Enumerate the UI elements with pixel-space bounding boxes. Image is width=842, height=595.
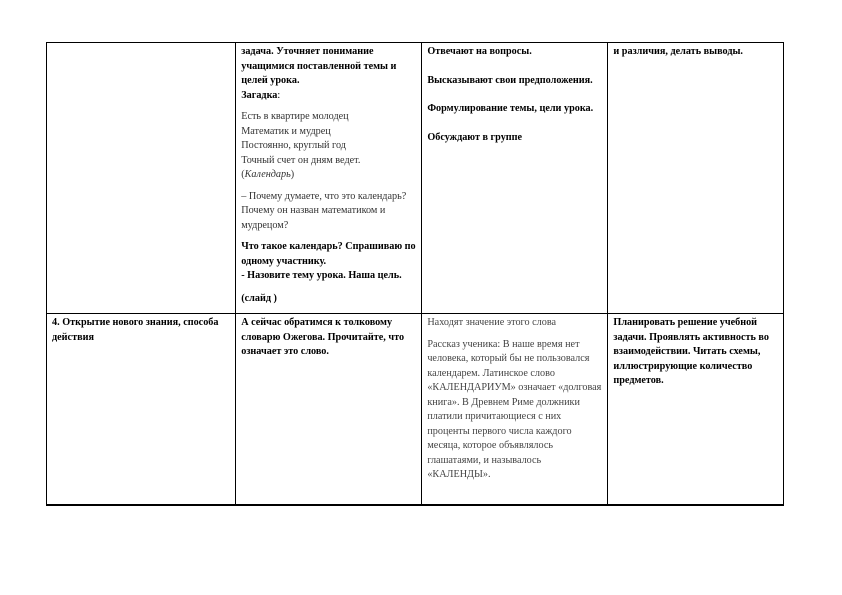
student-line: Формулирование темы, цели урока.	[427, 103, 594, 114]
student-activity-cell	[422, 43, 608, 314]
teacher-activity-cell	[236, 43, 422, 314]
outcomes-cell	[608, 314, 784, 506]
teacher-question: – Почему думаете, что это календарь? Почему он назван математиком и мудрецом?	[241, 190, 407, 231]
teacher-task: - Назовите тему урока. Наша цель.	[241, 270, 402, 281]
riddle-label: Загадка	[241, 89, 278, 101]
outcomes-text: Планировать решение учебной задачи. Проявлять активность во взаимодействии. Читать схемы, иллюстрирующие количество предметов.	[613, 317, 769, 386]
riddle-answer: Календарь	[244, 169, 291, 180]
riddle-line: Постоянно, круглый год	[241, 140, 346, 151]
student-line: Обсуждают в группе	[427, 131, 523, 143]
stage-cell	[47, 314, 236, 506]
slide-reference: (слайд )	[241, 292, 277, 304]
riddle-line: Точный счет он дням ведет.	[241, 154, 361, 166]
riddle-colon: :	[277, 89, 281, 101]
outcomes-text: и различия, делать выводы.	[613, 46, 743, 57]
outcomes-cell	[608, 43, 784, 314]
teacher-prompt: Что такое календарь? Спрашиваю по одному участнику.	[241, 241, 416, 267]
riddle-line: Есть в квартире молодец	[241, 111, 349, 122]
teacher-intro: задача. Уточняет понимание учащимися поставленной темы и целей урока.	[241, 46, 397, 86]
riddle-answer-close: )	[290, 169, 295, 180]
stage-cell	[47, 43, 236, 314]
teacher-activity-cell	[236, 314, 422, 506]
student-story: Рассказ ученика: В наше время нет человека, который бы не пользовался календарем. Латинское слово «КАЛЕНДАРИУМ» означает «долговая книга». В Древнем Риме должники платили причитающиеся с них проценты первого числа каждого месяца, которое объявлялось глашатаями, и называлось «КАЛЕНДЫ».	[427, 338, 602, 480]
table-row	[47, 43, 784, 314]
riddle-line: Математик и мудрец	[241, 125, 331, 137]
lesson-plan-table	[46, 42, 784, 506]
stage-title: 4. Открытие нового знания, способа действия	[52, 317, 219, 343]
riddle-answer-line	[241, 168, 417, 183]
student-line: Высказывают свои предположения.	[427, 74, 593, 86]
teacher-instruction: А сейчас обратимся к толковому словарю Ожегова. Прочитайте, что означает это слово.	[241, 317, 405, 357]
student-line: Отвечают на вопросы.	[427, 46, 532, 57]
riddle-text	[241, 110, 417, 183]
student-line: Находят значение этого слова	[427, 317, 557, 328]
riddle-heading	[241, 89, 417, 104]
riddle-answer-open: (	[241, 169, 245, 180]
table-row	[47, 314, 784, 506]
student-activity-cell	[422, 314, 608, 506]
